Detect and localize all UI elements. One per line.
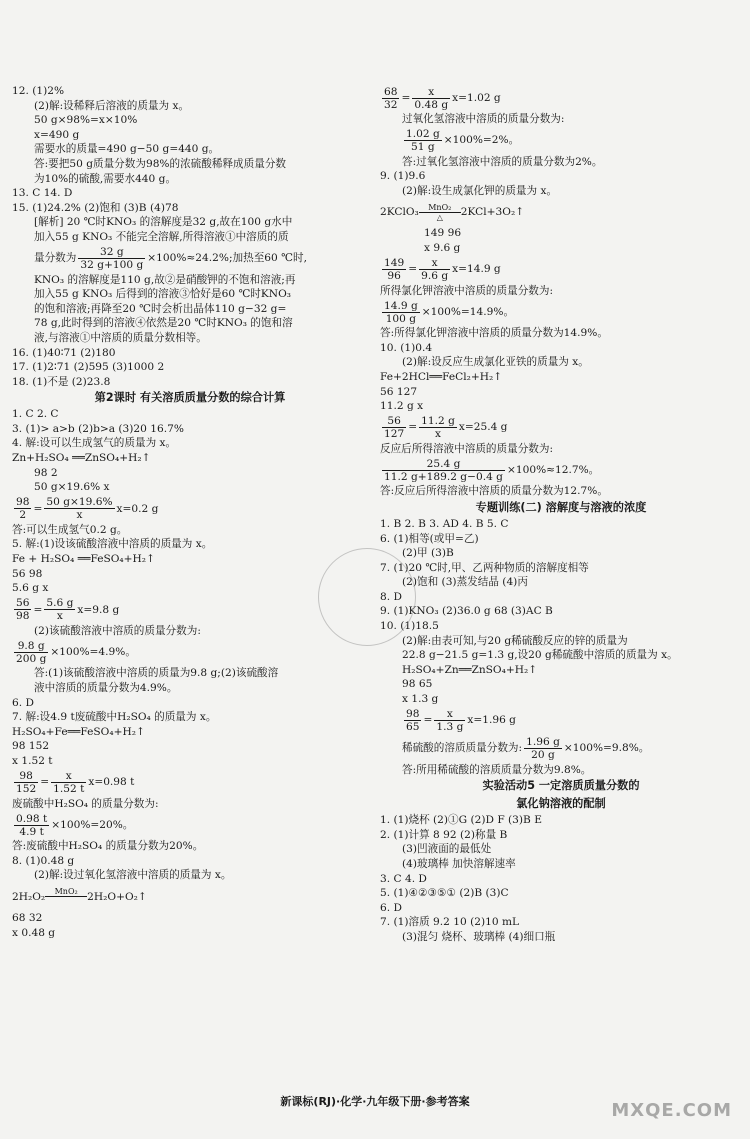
products: 2H₂O+O₂↑ bbox=[87, 890, 147, 903]
equation-line bbox=[380, 298, 742, 326]
fraction bbox=[14, 496, 31, 521]
answer-line: 68 32 bbox=[12, 911, 43, 924]
answer-line: 8. (1)0.48 g bbox=[12, 854, 75, 867]
fraction-denominator: 1.3 g bbox=[436, 721, 464, 734]
fraction-numerator: 68 bbox=[384, 85, 398, 98]
answer-line: 6. (1)相等(或甲=乙) bbox=[380, 532, 479, 545]
answer-line: [解析] 20 ℃时KNO₃ 的溶解度是32 g,故在100 g水中 bbox=[34, 216, 293, 229]
fraction bbox=[14, 770, 38, 795]
answer-line: 答:所得氯化钾溶液中溶质的质量分数为14.9%。 bbox=[380, 327, 608, 340]
fraction-numerator: x bbox=[434, 708, 465, 721]
answer-line: x 0.48 g bbox=[12, 926, 56, 939]
answer-line: 149 96 bbox=[424, 227, 462, 240]
fraction-denominator: x bbox=[56, 610, 63, 623]
answer-line: 液中溶质的质量分数为4.9%。 bbox=[34, 682, 178, 694]
fraction bbox=[44, 496, 114, 521]
answer-line: KNO₃ 的溶解度是110 g,故②是硝酸钾的不饱和溶液;再 bbox=[34, 273, 296, 286]
reactants: 2H₂O₂ bbox=[12, 890, 46, 903]
answer-line: 8. D bbox=[380, 590, 402, 603]
equation-result: ×100%≈12.7%。 bbox=[506, 464, 600, 477]
answer-line: 液,与溶液①中溶质的质量分数相等。 bbox=[34, 331, 207, 344]
reaction-equation bbox=[380, 198, 742, 226]
answer-line: 7. (1)20 ℃时,甲、乙两种物质的溶解度相等 bbox=[380, 561, 589, 574]
fraction-denominator: 11.2 g+189.2 g−0.4 g bbox=[384, 470, 503, 483]
left-column bbox=[12, 84, 368, 940]
answer-line: 答:所用稀硫酸的溶质质量分数为9.8%。 bbox=[402, 763, 592, 776]
answer-line: (2)甲 (3)B bbox=[402, 547, 454, 560]
fraction-numerator: 5.6 g bbox=[46, 597, 74, 610]
answer-line: 56 127 bbox=[380, 385, 418, 398]
fraction-numerator: 25.4 g bbox=[382, 458, 505, 471]
catalyst-label: MnO₂ bbox=[428, 202, 452, 212]
answer-line: 18. (1)不是 (2)23.8 bbox=[12, 375, 111, 388]
answer-line: 3. (1)> a>b (2)b>a (3)20 16.7% bbox=[12, 422, 184, 435]
answer-line: (2)解:设过氧化氢溶液中溶质的质量为 x。 bbox=[34, 869, 232, 882]
equals-sign: = bbox=[33, 603, 43, 616]
answer-line: 16. (1)40∶71 (2)180 bbox=[12, 346, 116, 359]
answer-line: Zn+H₂SO₄ ══ZnSO₄+H₂↑ bbox=[12, 452, 151, 465]
equation-line bbox=[380, 414, 742, 442]
right-column bbox=[380, 84, 742, 945]
equation-line bbox=[12, 245, 368, 273]
fraction-denominator: 9.6 g bbox=[421, 270, 449, 283]
catalyst-arrow bbox=[419, 203, 461, 222]
answer-line: x 9.6 g bbox=[424, 241, 461, 254]
answer-line: 1. B 2. B 3. AD 4. B 5. C bbox=[380, 517, 509, 530]
answer-line: 需要水的质量=490 g−50 g=440 g。 bbox=[34, 143, 220, 156]
fraction-numerator: 1.02 g bbox=[406, 128, 440, 141]
equation-result: ×100%=4.9%。 bbox=[50, 646, 136, 659]
answer-line: 5. (1)④②③⑤① (2)B (3)C bbox=[380, 887, 509, 900]
answer-line: 10. (1)0.4 bbox=[380, 341, 433, 354]
answer-line: 废硫酸中H₂SO₄ 的质量分数为: bbox=[12, 797, 159, 810]
products: 2KCl+3O₂↑ bbox=[460, 206, 525, 219]
equation-prefix: 稀硫酸的溶质质量分数为: bbox=[402, 742, 523, 755]
fraction-numerator: 98 bbox=[14, 770, 38, 783]
answer-line: x 1.52 t bbox=[12, 754, 53, 767]
answer-line: (2)解:由表可知,与20 g稀硫酸反应的锌的质量为 bbox=[402, 634, 628, 647]
answer-line: 答:反应后所得溶液中溶质的质量分数为12.7%。 bbox=[380, 485, 608, 498]
answer-line: 答:(1)该硫酸溶液中溶质的质量为9.8 g;(2)该硫酸溶 bbox=[34, 667, 279, 680]
equation-prefix: 量分数为 bbox=[34, 252, 77, 265]
equation-result: x=0.98 t bbox=[88, 776, 135, 789]
answer-line: 11.2 g x bbox=[380, 400, 424, 413]
answer-line: (4)玻璃棒 加快溶解速率 bbox=[402, 858, 516, 870]
fraction-denominator: 96 bbox=[387, 270, 401, 283]
fraction-numerator: 32 g bbox=[78, 246, 145, 259]
equals-sign: = bbox=[408, 263, 418, 276]
fraction bbox=[44, 597, 75, 622]
answer-line: 4. 解:设可以生成氢气的质量为 x。 bbox=[12, 437, 177, 450]
fraction bbox=[434, 708, 465, 733]
answer-line: 为10%的硫酸,需要水440 g。 bbox=[34, 172, 177, 185]
fraction bbox=[382, 415, 406, 440]
answer-line: 答:废硫酸中H₂SO₄ 的质量分数为20%。 bbox=[12, 840, 204, 853]
fraction bbox=[51, 770, 86, 795]
equals-sign: = bbox=[408, 421, 418, 434]
answer-line: 6. D bbox=[380, 901, 402, 914]
answer-line: 9. (1)9.6 bbox=[380, 170, 426, 183]
equals-sign: = bbox=[423, 714, 433, 727]
answer-line: 答:要把50 g质量分数为98%的浓硫酸稀释成质量分数 bbox=[34, 157, 287, 170]
fraction bbox=[419, 257, 450, 282]
answer-line: 12. (1)2% bbox=[12, 85, 65, 97]
equation-result: ×100%=20%。 bbox=[51, 818, 134, 831]
fraction bbox=[524, 736, 562, 761]
equation-line bbox=[12, 811, 368, 839]
answer-line: 答:可以生成氢气0.2 g。 bbox=[12, 523, 128, 536]
fraction-numerator: 11.2 g bbox=[421, 415, 455, 428]
answer-line: (3)凹液面的最低处 bbox=[402, 843, 492, 856]
answer-line: 1. (1)烧杯 (2)①G (2)D F (3)B E bbox=[380, 814, 542, 827]
answer-line: 10. (1)18.5 bbox=[380, 620, 439, 633]
watermark-text: MXQE.COM bbox=[611, 1100, 732, 1121]
answer-line: 78 g,此时得到的溶液④依然是20 ℃时KNO₃ 的饱和溶 bbox=[34, 317, 293, 330]
reaction-equation bbox=[12, 883, 368, 911]
fraction-denominator: 2 bbox=[19, 509, 27, 522]
stamp-mark bbox=[318, 548, 416, 646]
fraction bbox=[382, 257, 406, 282]
reactants: 2KClO₃ bbox=[380, 206, 419, 219]
equation-line bbox=[380, 707, 742, 735]
catalyst-arrow bbox=[45, 887, 87, 906]
fraction-numerator: 56 bbox=[382, 415, 406, 428]
fraction bbox=[382, 86, 399, 111]
fraction-denominator: 152 bbox=[16, 783, 37, 796]
fraction-denominator: 200 g bbox=[16, 652, 47, 665]
answer-line: 1. C 2. C bbox=[12, 408, 59, 421]
fraction bbox=[78, 246, 145, 271]
equation-result: x=14.9 g bbox=[452, 263, 501, 276]
answer-line: (2)解:设生成氯化钾的质量为 x。 bbox=[402, 184, 558, 197]
fraction bbox=[14, 640, 48, 665]
fraction-numerator: 98 bbox=[16, 496, 30, 509]
equation-line bbox=[380, 84, 742, 112]
equation-result: ×100%=14.9%。 bbox=[421, 305, 515, 318]
page-footer: 新课标(RJ)·化学·九年级下册·参考答案 bbox=[280, 1095, 470, 1108]
equation-line bbox=[380, 456, 742, 484]
answer-line: H₂SO₄+Fe══FeSO₄+H₂↑ bbox=[12, 725, 145, 738]
section-heading: 第2课时 有关溶质质量分数的综合计算 bbox=[94, 391, 286, 405]
equation-line bbox=[12, 495, 368, 523]
equals-sign: = bbox=[40, 776, 50, 789]
answer-line: x 1.3 g bbox=[402, 693, 439, 706]
catalyst-label: MnO₂ bbox=[54, 887, 78, 897]
answer-line: 98 152 bbox=[12, 740, 50, 753]
fraction-numerator: x bbox=[412, 86, 450, 99]
answer-line: 98 65 bbox=[402, 678, 433, 691]
answer-line: 6. D bbox=[12, 696, 34, 709]
equation-line bbox=[380, 256, 742, 284]
fraction-denominator: x bbox=[76, 509, 83, 522]
answer-line: Fe + H₂SO₄ ══FeSO₄+H₂↑ bbox=[12, 553, 155, 566]
answer-line: 2. (1)计算 8 92 (2)称量 B bbox=[380, 828, 508, 841]
fraction-denominator: 1.52 t bbox=[53, 783, 85, 796]
fraction-denominator: 100 g bbox=[385, 312, 417, 325]
equation-result: x=9.8 g bbox=[77, 603, 120, 616]
answer-line: 15. (1)24.2% (2)饱和 (3)B (4)78 bbox=[12, 201, 179, 214]
fraction-numerator: 50 g×19.6% bbox=[46, 496, 113, 509]
fraction bbox=[404, 708, 421, 733]
answer-line: 5. 解:(1)设该硫酸溶液中溶质的质量为 x。 bbox=[12, 538, 213, 551]
answer-line: 7. (1)溶质 9.2 10 (2)10 mL bbox=[380, 916, 520, 929]
fraction-numerator: x bbox=[419, 257, 450, 270]
answer-line: 加入55 g KNO₃ 不能完全溶解,所得溶液①中溶质的质 bbox=[34, 230, 289, 243]
equation-result: x=1.96 g bbox=[467, 714, 516, 727]
answer-line: 答:过氧化氢溶液中溶质的质量分数为2%。 bbox=[402, 155, 603, 168]
answer-line: x=490 g bbox=[34, 128, 80, 141]
answer-line: 7. 解:设4.9 t废硫酸中H₂SO₄ 的质量为 x。 bbox=[12, 711, 217, 724]
equation-result: x=0.2 g bbox=[116, 502, 159, 515]
answer-line: Fe+2HCl══FeCl₂+H₂↑ bbox=[380, 370, 503, 383]
answer-line: 22.8 g−21.5 g=1.3 g,设20 g稀硫酸中溶质的质量为 x。 bbox=[402, 649, 678, 662]
fraction-numerator: x bbox=[51, 770, 86, 783]
answer-line: 50 g×98%=x×10% bbox=[34, 114, 138, 127]
fraction-denominator: 127 bbox=[384, 428, 405, 441]
fraction bbox=[419, 415, 457, 440]
equals-sign: = bbox=[33, 502, 43, 515]
fraction-numerator: 149 bbox=[384, 257, 405, 270]
answer-line: 9. (1)KNO₃ (2)36.0 g 68 (3)AC B bbox=[380, 605, 553, 618]
fraction-numerator: 56 bbox=[16, 597, 30, 610]
fraction bbox=[14, 813, 49, 838]
equation-line bbox=[12, 638, 368, 666]
equation-result: x=25.4 g bbox=[458, 421, 508, 434]
fraction-numerator: 98 bbox=[406, 708, 420, 721]
equation-line bbox=[380, 127, 742, 155]
fraction-denominator: 32 bbox=[384, 98, 398, 111]
fraction-denominator: 32 g+100 g bbox=[80, 259, 144, 272]
answer-line: 17. (1)2∶71 (2)595 (3)1000 2 bbox=[12, 361, 165, 374]
answer-line: H₂SO₄+Zn══ZnSO₄+H₂↑ bbox=[402, 663, 538, 676]
answer-line: (2)解:设反应生成氯化亚铁的质量为 x。 bbox=[402, 356, 589, 369]
equation-result: ×100%=9.8%。 bbox=[563, 742, 650, 755]
section-heading: 专题训练(二) 溶解度与溶液的浓度 bbox=[475, 500, 647, 514]
equation-result: ×100%≈24.2%;加热至60 ℃时, bbox=[147, 252, 307, 265]
answer-line: 的饱和溶液;再降至20 ℃时会析出晶体110 g−32 g= bbox=[34, 302, 287, 315]
equation-line bbox=[380, 735, 742, 763]
equation-result: x=1.02 g bbox=[452, 91, 501, 104]
section-heading: 氯化钠溶液的配制 bbox=[516, 797, 606, 811]
fraction-denominator: 98 bbox=[16, 610, 30, 623]
equation-result: ×100%=2%。 bbox=[443, 134, 520, 147]
answer-line: 13. C 14. D bbox=[12, 187, 73, 200]
heat-symbol: △ bbox=[436, 212, 443, 222]
answer-line: 所得氯化钾溶液中溶质的质量分数为: bbox=[380, 284, 554, 297]
equation-line bbox=[12, 596, 368, 624]
fraction-denominator: 51 g bbox=[411, 141, 435, 154]
answer-line: 98 2 bbox=[34, 466, 58, 479]
equals-sign: = bbox=[401, 91, 411, 104]
answer-line: 56 98 bbox=[12, 567, 43, 580]
fraction bbox=[382, 300, 420, 325]
answer-line: (3)混匀 烧杯、玻璃棒 (4)细口瓶 bbox=[402, 930, 556, 943]
fraction-denominator: x bbox=[435, 428, 441, 441]
fraction bbox=[382, 458, 505, 483]
answer-line: 5.6 g x bbox=[12, 582, 49, 595]
fraction bbox=[14, 597, 31, 622]
answer-line: 过氧化氢溶液中溶质的质量分数为: bbox=[402, 113, 565, 125]
answer-line: 3. C 4. D bbox=[380, 872, 427, 885]
fraction-numerator: 1.96 g bbox=[526, 736, 560, 749]
section-heading: 实验活动5 一定溶质质量分数的 bbox=[482, 779, 640, 793]
fraction-denominator: 20 g bbox=[531, 749, 555, 762]
fraction-denominator: 0.48 g bbox=[414, 98, 449, 111]
fraction bbox=[412, 86, 450, 111]
fraction-numerator: 9.8 g bbox=[14, 640, 48, 653]
fraction-denominator: 65 bbox=[406, 721, 420, 734]
fraction-numerator: 14.9 g bbox=[384, 299, 418, 312]
answer-line: (2)饱和 (3)蒸发结晶 (4)丙 bbox=[402, 576, 528, 589]
answer-line: (2)解:设稀释后溶液的质量为 x。 bbox=[34, 99, 190, 112]
equation-line bbox=[12, 769, 368, 797]
fraction-numerator: 0.98 t bbox=[16, 812, 48, 825]
answer-line: 加入55 g KNO₃ 后得到的溶液③恰好是60 ℃时KNO₃ bbox=[34, 288, 292, 301]
fraction bbox=[404, 128, 442, 153]
answer-line: 50 g×19.6% x bbox=[34, 481, 110, 494]
fraction-denominator: 4.9 t bbox=[19, 825, 44, 838]
answer-line: 反应后所得溶液中溶质的质量分数为: bbox=[380, 442, 554, 455]
answer-line: (2)该硫酸溶液中溶质的质量分数为: bbox=[34, 624, 201, 637]
